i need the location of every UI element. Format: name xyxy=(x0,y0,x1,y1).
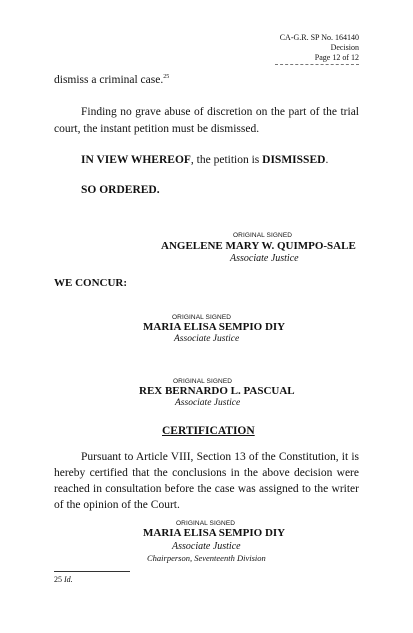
ponente-name: ANGELENE MARY W. QUIMPO-SALE xyxy=(161,240,356,252)
concur2-name: REX BERNARDO L. PASCUAL xyxy=(139,385,295,397)
footnote-number: 25 xyxy=(54,575,62,584)
whereof-dismissed: DISMISSED xyxy=(262,154,326,166)
footnote xyxy=(54,575,73,584)
concur2-signed: ORIGINAL SIGNED xyxy=(173,378,233,385)
we-concur-label: WE CONCUR: xyxy=(54,277,128,289)
continuation-text: dismiss a criminal case. xyxy=(54,74,164,86)
footnote-rule xyxy=(54,571,130,572)
cert-name: MARIA ELISA SEMPIO DIY xyxy=(143,527,286,539)
concur1-name: MARIA ELISA SEMPIO DIY xyxy=(143,321,286,333)
concur1-signed: ORIGINAL SIGNED xyxy=(172,314,232,321)
whereof-mid: , the petition is xyxy=(190,154,263,166)
header-case-no: CA-G.R. SP No. 164140 xyxy=(279,33,359,42)
concur2-title: Associate Justice xyxy=(175,398,241,408)
concur1-title: Associate Justice xyxy=(174,334,240,344)
header-rule xyxy=(275,64,359,65)
whereof-end: . xyxy=(325,154,329,166)
header-page-number: Page 12 of 12 xyxy=(314,53,359,62)
so-ordered: SO ORDERED. xyxy=(81,184,160,196)
ponente-signed: ORIGINAL SIGNED xyxy=(233,232,293,239)
footnote-ref: 25 xyxy=(163,74,170,81)
cert-signed: ORIGINAL SIGNED xyxy=(176,520,236,527)
paragraph-finding: Finding no grave abuse of discretion on the part of the trial court, the instant petition must be dismissed. xyxy=(54,106,359,135)
cert-subtitle: Chairperson, Seventeenth Division xyxy=(147,553,266,563)
dispositive-line xyxy=(81,152,328,169)
certification-heading: CERTIFICATION xyxy=(162,425,255,437)
whereof-bold: IN VIEW WHEREOF xyxy=(81,154,191,166)
footnote-text: Id. xyxy=(64,575,73,584)
cert-title: Associate Justice xyxy=(172,541,241,552)
continuation-line xyxy=(54,72,169,89)
ponente-title: Associate Justice xyxy=(230,253,299,264)
header-doc-type: Decision xyxy=(330,43,359,52)
certification-text: Pursuant to Article VIII, Section 13 of the Constitution, it is hereby certified that the conclusions in the above decision were reached in consultation before the case was assigned to the writer of the opinion of the Court. xyxy=(54,451,359,511)
